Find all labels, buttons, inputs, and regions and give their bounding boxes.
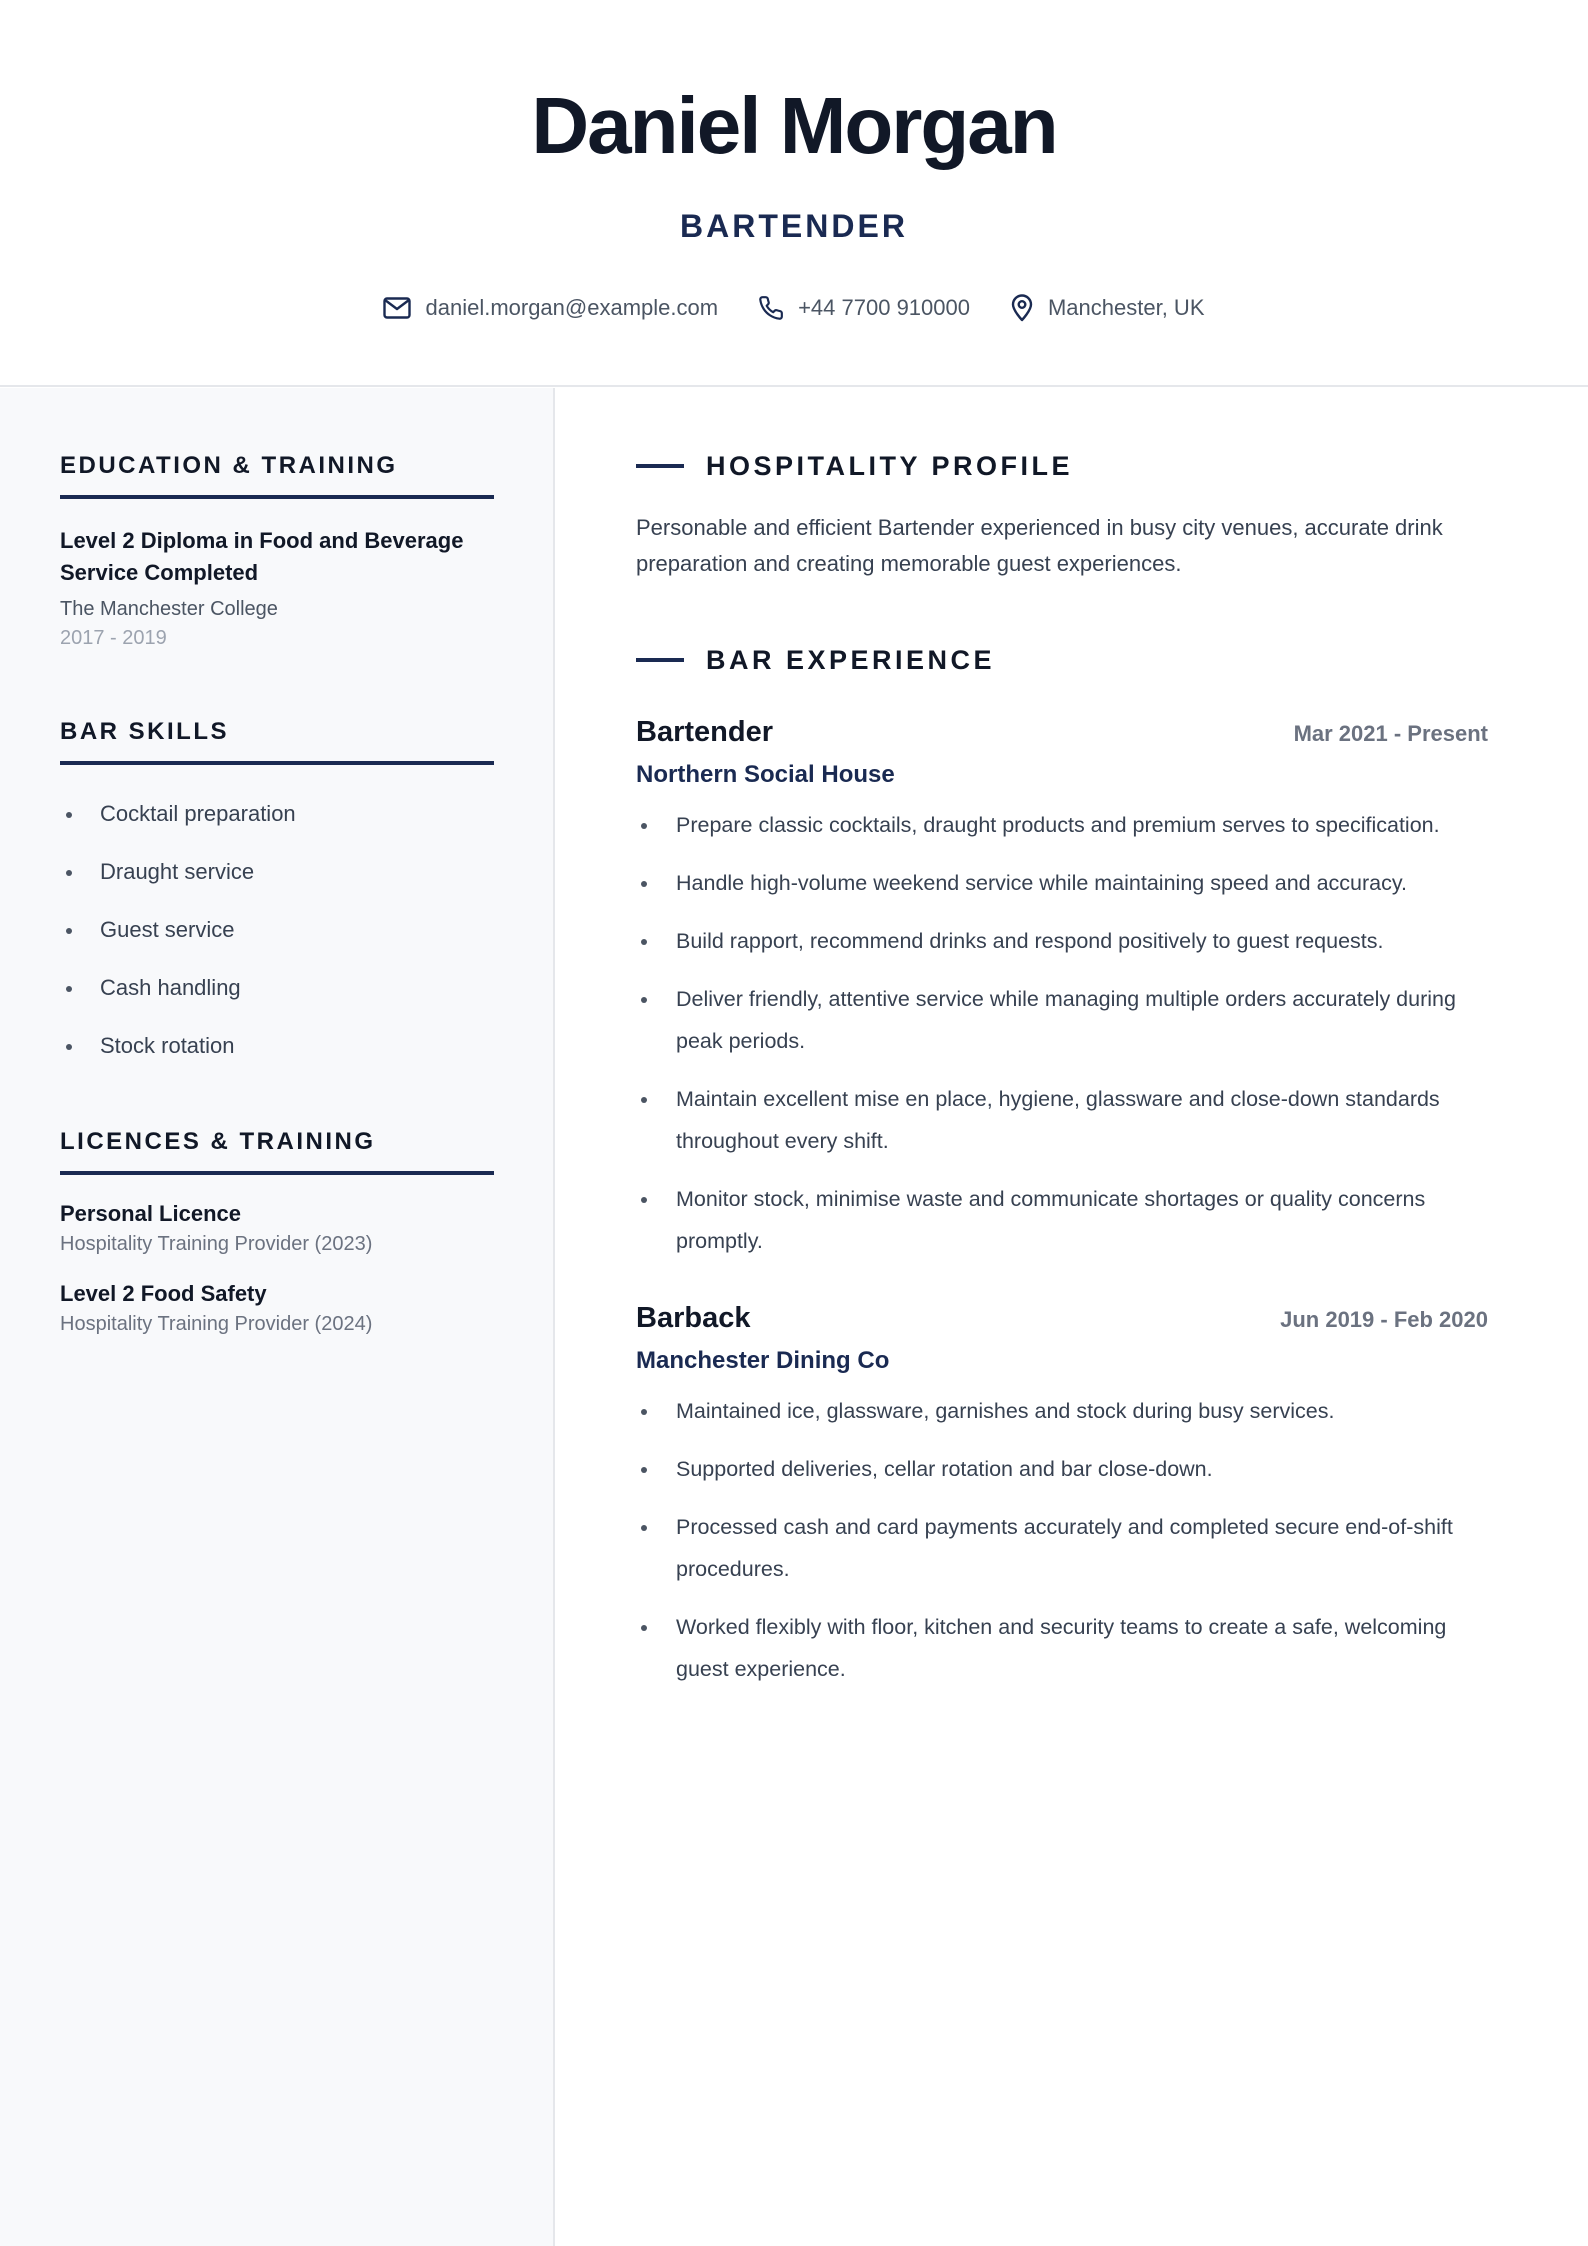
licences-section bbox=[60, 1128, 494, 1339]
job-bullet: Deliver friendly, attentive service while managing multiple orders accurately during peak periods. bbox=[636, 978, 1488, 1062]
job-role: BARTENDER bbox=[680, 208, 908, 244]
job-header bbox=[636, 712, 1488, 752]
education-years: 2017 - 2019 bbox=[60, 626, 167, 649]
phone-text: +44 7700 910000 bbox=[798, 295, 970, 320]
job-entry bbox=[636, 712, 1488, 1262]
licence-name: Personal Licence bbox=[60, 1200, 241, 1226]
skill-item: Cocktail preparation bbox=[60, 785, 494, 843]
skills-section bbox=[60, 718, 494, 1075]
job-dates: Jun 2019 - Feb 2020 bbox=[1280, 1307, 1488, 1333]
skill-item: Stock rotation bbox=[60, 1017, 494, 1075]
heading-accent-bar bbox=[636, 464, 684, 468]
job-bullet: Supported deliveries, cellar rotation and bar close-down. bbox=[636, 1448, 1488, 1490]
experience-section bbox=[636, 644, 1488, 1706]
experience-heading-text: BAR EXPERIENCE bbox=[706, 645, 996, 675]
licence-item bbox=[60, 1199, 494, 1259]
job-bullets bbox=[636, 1390, 1488, 1690]
job-bullet: Maintain excellent mise en place, hygiene, glassware and close-down standards throughout every shift. bbox=[636, 1078, 1488, 1162]
profile-heading bbox=[636, 450, 1488, 482]
email-text: daniel.morgan@example.com bbox=[425, 295, 719, 320]
job-bullet: Monitor stock, minimise waste and communicate shortages or quality concerns promptly. bbox=[636, 1178, 1488, 1262]
profile-heading-text: HOSPITALITY PROFILE bbox=[706, 451, 1074, 481]
job-bullet: Prepare classic cocktails, draught products and premium serves to specification. bbox=[636, 804, 1488, 846]
education-degree: Level 2 Diploma in Food and Beverage Service Completed bbox=[60, 527, 464, 585]
job-dates: Mar 2021 - Present bbox=[1293, 721, 1488, 747]
profile-summary: Personable and efficient Bartender experienced in busy city venues, accurate drink preparation and creating memorable guest experiences. bbox=[636, 515, 1443, 577]
skills-list bbox=[60, 785, 494, 1075]
heading-accent-bar bbox=[636, 658, 684, 662]
mail-icon bbox=[383, 297, 411, 319]
licences-heading: LICENCES & TRAINING bbox=[60, 1128, 494, 1175]
experience-heading bbox=[636, 644, 1488, 676]
skill-item: Draught service bbox=[60, 843, 494, 901]
resume-header bbox=[0, 0, 1588, 387]
licence-provider: Hospitality Training Provider (2023) bbox=[60, 1232, 373, 1255]
candidate-name: Daniel Morgan bbox=[531, 81, 1057, 170]
location-text: Manchester, UK bbox=[1047, 295, 1205, 320]
job-header bbox=[636, 1298, 1488, 1338]
skill-item: Cash handling bbox=[60, 959, 494, 1017]
licence-provider: Hospitality Training Provider (2024) bbox=[60, 1312, 373, 1335]
job-title: Barback bbox=[636, 1302, 751, 1335]
education-heading: EDUCATION & TRAINING bbox=[60, 452, 494, 499]
contact-location bbox=[1010, 288, 1205, 328]
contact-email[interactable] bbox=[383, 288, 718, 328]
contact-phone[interactable] bbox=[758, 288, 970, 328]
skills-heading: BAR SKILLS bbox=[60, 718, 494, 765]
sidebar bbox=[0, 388, 555, 2246]
job-bullet: Worked flexibly with floor, kitchen and security teams to create a safe, welcoming guest experience. bbox=[636, 1606, 1488, 1690]
licence-item bbox=[60, 1279, 494, 1339]
job-bullet: Handle high-volume weekend service while maintaining speed and accuracy. bbox=[636, 862, 1488, 904]
job-title: Bartender bbox=[636, 716, 773, 749]
skill-item: Guest service bbox=[60, 901, 494, 959]
job-bullet: Maintained ice, glassware, garnishes and stock during busy services. bbox=[636, 1390, 1488, 1432]
education-school: The Manchester College bbox=[60, 597, 278, 620]
job-entry bbox=[636, 1298, 1488, 1690]
profile-section bbox=[636, 450, 1488, 582]
map-pin-icon bbox=[1010, 294, 1034, 322]
job-bullet: Build rapport, recommend drinks and respond positively to guest requests. bbox=[636, 920, 1488, 962]
job-company: Northern Social House bbox=[636, 761, 895, 789]
education-section bbox=[60, 452, 494, 653]
job-bullet: Processed cash and card payments accurately and completed secure end-of-shift procedures. bbox=[636, 1506, 1488, 1590]
job-bullets bbox=[636, 804, 1488, 1262]
contact-bar bbox=[0, 288, 1588, 328]
phone-icon bbox=[758, 295, 784, 321]
licence-name: Level 2 Food Safety bbox=[60, 1280, 267, 1306]
job-company: Manchester Dining Co bbox=[636, 1347, 890, 1375]
